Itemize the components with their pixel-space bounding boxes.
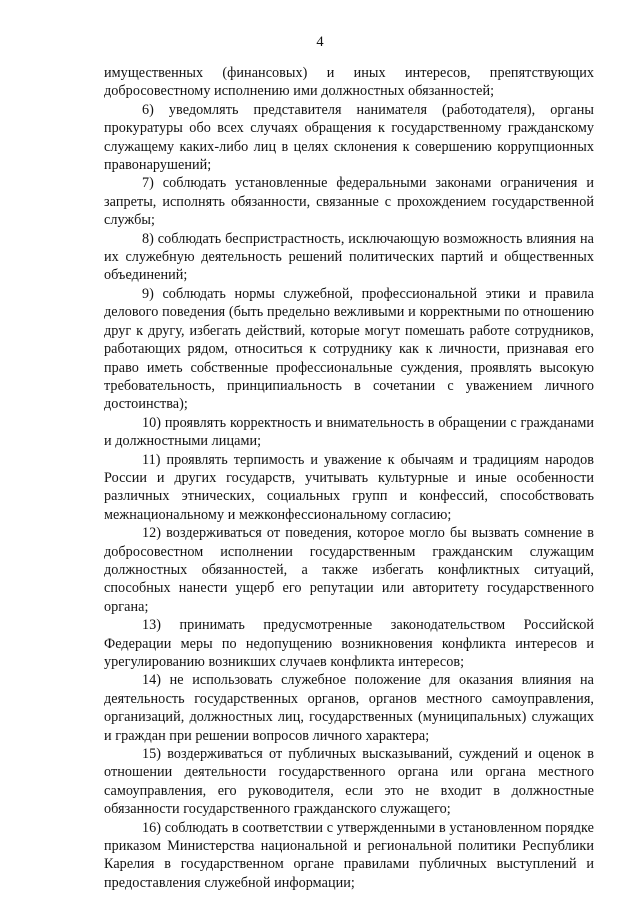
paragraph-item-12: 12) воздерживаться от поведения, которое могло бы вызвать сомнение в добросовестном исполнении государственным гражданским служащим должностных обязанностей, а также избегать конфликтных ситуаций, способных нанести ущерб его репутации или авторитету государственного органа;: [104, 525, 594, 615]
paragraph-item-10: 10) проявлять корректность и внимательность в обращении с гражданами и должностными лицами;: [104, 414, 594, 450]
paragraph-item-6: 6) уведомлять представителя нанимателя (работодателя), органы прокуратуры обо всех случаях обращения к государственному гражданскому служащему каких-либо лиц в целях склонения к совершению коррупционных правонарушений;: [104, 101, 594, 174]
paragraph-item-16: 16) соблюдать в соответствии с утвержденными в установленном порядке приказом Министерства национальной и региональной политики Республики Карелия в государственном органе правилами публичных выступлений и предоставления служебной информации;: [104, 819, 594, 891]
paragraph-continuation: имущественных (финансовых) и иных интересов, препятствующих добросовестному исполнению ими должностных обязанностей;: [104, 65, 594, 100]
paragraph-item-7: 7) соблюдать установленные федеральными законами ограничения и запреты, исполнять обязанности, связанные с прохождением государственной службы;: [104, 175, 594, 229]
paragraph-item-9: 9) соблюдать нормы служебной, профессиональной этики и правила делового поведения (быть предельно вежливыми и корректными по отношению друг к другу, избегать действий, которые могут помешать работе сотрудников, работающих рядом, относиться к сотруднику как к личности, признавая его право иметь собственные профессиональные суждения, проявлять высокую требовательность, принципиальность в сочетании с уважением личного достоинства);: [104, 285, 594, 413]
paragraph-item-11: 11) проявлять терпимость и уважение к обычаям и традициям народов России и других государств, учитывать культурные и иные особенности различных этнических, социальных групп и конфессий, способствовать межнациональному и межконфессиональному согласию;: [104, 451, 594, 523]
paragraph-item-13: 13) принимать предусмотренные законодательством Российской Федерации меры по недопущению возникновения конфликта интересов и урегулированию возникших случаев конфликта интересов;: [104, 617, 594, 670]
paragraph-item-8: 8) соблюдать беспристрастность, исключающую возможность влияния на их служебную деятельность решений политических партий и общественных объединений;: [104, 230, 594, 284]
page-number: 4: [316, 34, 324, 50]
document-body: [104, 64, 594, 892]
paragraph-item-14: 14) не использовать служебное положение для оказания влияния на деятельность государственных органов, органов местного самоуправления, организаций, должностных лиц, государственных (муниципальных) служащих и граждан при решении вопросов личного характера;: [104, 672, 594, 744]
paragraph-item-15: 15) воздерживаться от публичных высказываний, суждений и оценок в отношении деятельности государственного органа или органа местного самоуправления, его руководителя, если это не входит в должностные обязанности государственного гражданского служащего;: [104, 746, 594, 818]
